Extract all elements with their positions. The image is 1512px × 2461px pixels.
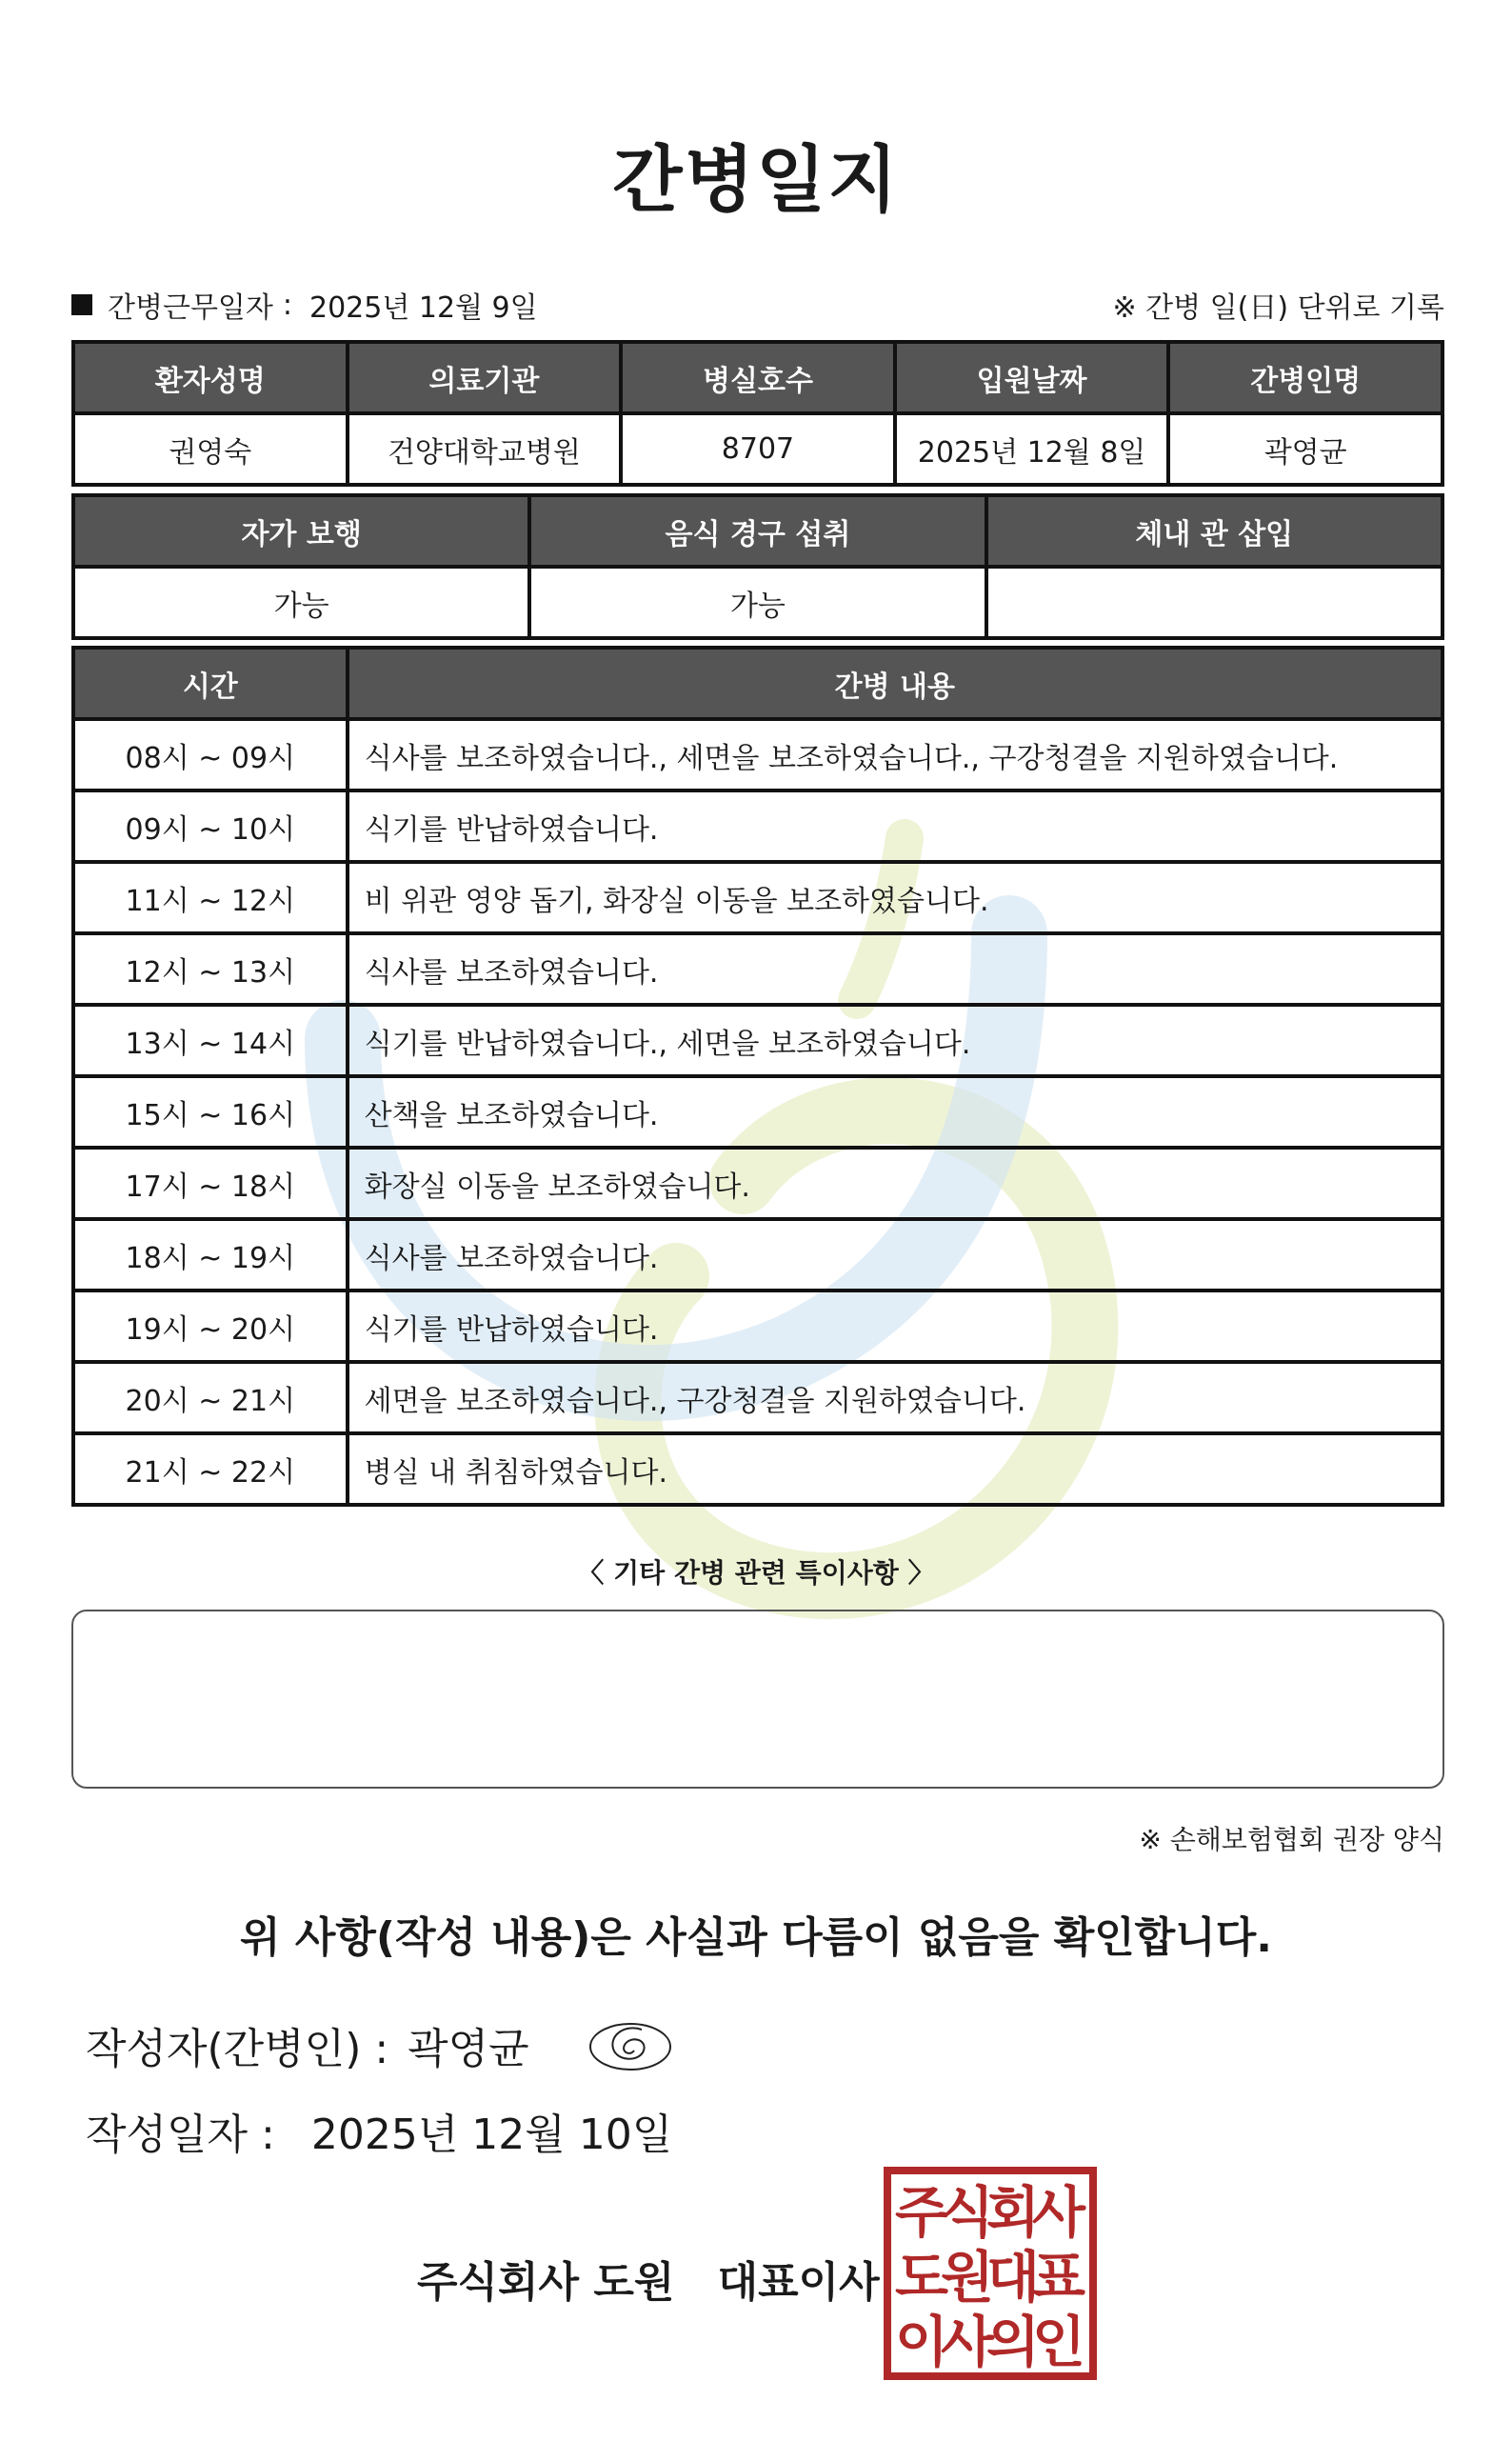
company-seal-stamp — [884, 2167, 1097, 2380]
written-date-label: 작성일자 : — [86, 2111, 275, 2159]
square-bullet-icon — [71, 294, 92, 315]
company-name: 주식회사 도원 — [417, 2258, 675, 2307]
svg-text:의: 의 — [985, 2310, 1041, 2374]
handwritten-signature — [587, 2014, 678, 2075]
table-row — [73, 1076, 1442, 1148]
content-cell: 식사를 보조하였습니다., 세면을 보조하였습니다., 구강청결을 지원하였습니다. — [348, 719, 1442, 790]
content-cell: 비 위관 영양 돕기, 화장실 이동을 보조하였습니다. — [348, 862, 1442, 933]
writer-label: 작성자(간병인) : — [86, 2025, 389, 2073]
svg-text:식: 식 — [940, 2180, 995, 2245]
content-cell: 산책을 보조하였습니다. — [348, 1076, 1442, 1148]
content-cell: 화장실 이동을 보조하였습니다. — [348, 1148, 1442, 1219]
content-cell: 세면을 보조하였습니다., 구강청결을 지원하였습니다. — [348, 1362, 1442, 1433]
header-caregiver-name: 간병인명 — [1168, 342, 1442, 413]
table-row — [73, 1005, 1442, 1076]
header-patient-name: 환자성명 — [73, 342, 348, 413]
work-date-row — [71, 284, 1444, 326]
header-care-content: 간병 내용 — [348, 648, 1442, 719]
table-row — [73, 1219, 1442, 1291]
time-cell: 13시 ~ 14시 — [73, 1005, 348, 1076]
admission-date-cell: 2025년 12월 8일 — [895, 413, 1169, 485]
work-date-label: 간병근무일자 — [108, 291, 273, 325]
time-cell: 21시 ~ 22시 — [73, 1433, 348, 1505]
time-cell: 11시 ~ 12시 — [73, 862, 348, 933]
table-row — [73, 933, 1442, 1005]
room-number-cell: 8707 — [621, 413, 895, 485]
table-row — [73, 790, 1442, 862]
header-time: 시간 — [73, 648, 348, 719]
time-cell: 09시 ~ 10시 — [73, 790, 348, 862]
special-notes-label: 〈 기타 간병 관련 특이사항 〉 — [577, 1557, 935, 1589]
table-row — [73, 1433, 1442, 1505]
svg-text:회: 회 — [985, 2180, 1041, 2245]
written-date-value: 2025년 12월 10일 — [310, 2111, 673, 2159]
self-walking-cell: 가능 — [73, 567, 529, 638]
table-row — [73, 719, 1442, 790]
svg-text:원: 원 — [940, 2245, 995, 2310]
time-cell: 20시 ~ 21시 — [73, 1362, 348, 1433]
document-title: 간병일지 — [612, 137, 900, 222]
hospital-cell: 건양대학교병원 — [348, 413, 622, 485]
time-cell: 08시 ~ 09시 — [73, 719, 348, 790]
patient-name-cell: 권영숙 — [73, 413, 348, 485]
table-row — [73, 1362, 1442, 1433]
header-admission-date: 입원날짜 — [895, 342, 1169, 413]
writer-row — [86, 2014, 678, 2075]
table-row — [73, 862, 1442, 933]
care-log-table — [71, 646, 1444, 1507]
table-row — [73, 1291, 1442, 1362]
header-room-number: 병실호수 — [621, 342, 895, 413]
svg-text:도: 도 — [894, 2245, 949, 2310]
content-cell: 식기를 반납하였습니다., 세면을 보조하였습니다. — [348, 1005, 1442, 1076]
tube-insertion-cell — [986, 567, 1442, 638]
svg-text:대: 대 — [985, 2245, 1041, 2310]
content-cell: 병실 내 취침하였습니다. — [348, 1433, 1442, 1505]
time-cell: 12시 ~ 13시 — [73, 933, 348, 1005]
time-cell: 18시 ~ 19시 — [73, 1219, 348, 1291]
representative-title: 대표이사 — [717, 2258, 880, 2307]
svg-text:사: 사 — [1031, 2180, 1086, 2245]
caregiver-name-cell: 곽영균 — [1168, 413, 1442, 485]
time-cell: 19시 ~ 20시 — [73, 1291, 348, 1362]
written-date-row — [86, 2100, 672, 2161]
svg-text:주: 주 — [894, 2180, 949, 2245]
header-tube-insertion: 체내 관 삽입 — [986, 495, 1442, 567]
writer-name: 곽영균 — [408, 2025, 529, 2073]
header-hospital: 의료기관 — [348, 342, 622, 413]
colon: : — [282, 288, 292, 322]
confirmation-statement: 위 사항(작성 내용)은 사실과 다름이 없음을 확인합니다. — [240, 1913, 1272, 1962]
time-cell: 17시 ~ 18시 — [73, 1148, 348, 1219]
svg-text:인: 인 — [1031, 2310, 1086, 2374]
company-signature-row — [417, 2248, 880, 2309]
svg-text:사: 사 — [940, 2310, 995, 2374]
svg-text:이: 이 — [894, 2310, 949, 2374]
header-self-walking: 자가 보행 — [73, 495, 529, 567]
table-row — [73, 1148, 1442, 1219]
recommend-note: ※ 손해보험협회 권장 양식 — [1139, 1824, 1444, 1855]
content-cell: 식기를 반납하였습니다. — [348, 790, 1442, 862]
time-cell: 15시 ~ 16시 — [73, 1076, 348, 1148]
header-oral-intake: 음식 경구 섭취 — [529, 495, 985, 567]
content-cell: 식사를 보조하였습니다. — [348, 1219, 1442, 1291]
svg-text:표: 표 — [1031, 2245, 1086, 2310]
ability-table — [71, 493, 1444, 640]
content-cell: 식사를 보조하였습니다. — [348, 933, 1442, 1005]
content-cell: 식기를 반납하였습니다. — [348, 1291, 1442, 1362]
patient-info-table — [71, 340, 1444, 487]
unit-note: ※ 간병 일(日) 단위로 기록 — [1112, 291, 1444, 325]
special-notes-box — [71, 1610, 1444, 1789]
work-date-value: 2025년 12월 9일 — [309, 291, 538, 325]
oral-intake-cell: 가능 — [529, 567, 985, 638]
